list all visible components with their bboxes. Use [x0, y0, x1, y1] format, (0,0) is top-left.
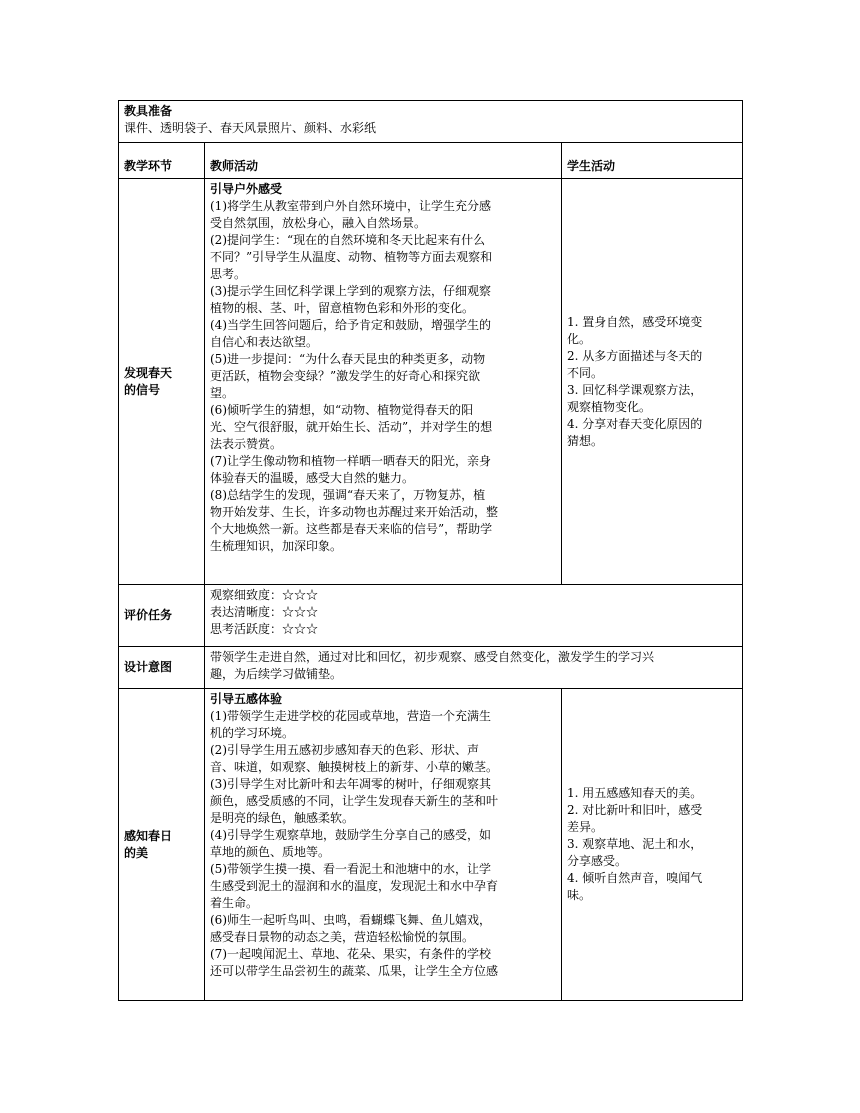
header-stage: 教学环节: [119, 143, 205, 179]
section2-student-line: 味。: [567, 888, 592, 902]
section2-student-line: 4. 倾听自然声音，嗅闻气: [567, 871, 703, 885]
section2-teacher-line: 是明亮的绿色，触感柔软。: [210, 811, 355, 825]
materials-cell: [119, 101, 743, 143]
evaluation-line: 观察细致度：☆☆☆: [210, 588, 319, 602]
header-teacher: 教师活动: [205, 143, 562, 179]
section1-teacher-line: (4)当学生回答问题后，给予肯定和鼓励，增强学生的: [210, 318, 492, 332]
section2-teacher-line: (4)引导学生观察草地，鼓励学生分享自己的感受，如: [210, 828, 492, 842]
section2-teacher: [205, 689, 562, 1001]
section1-stage-line: 发现春天: [124, 365, 173, 380]
section1-teacher-line: 思考。: [210, 267, 247, 281]
evaluation-row: [119, 585, 743, 647]
section2-teacher-title: 引导五感体验: [210, 692, 283, 706]
section2-row: [119, 689, 743, 1001]
section2-teacher-line: (6)师生一起听鸟叫、虫鸣，看蝴蝶飞舞、鱼儿嬉戏，: [210, 913, 492, 927]
lesson-plan-table: [118, 100, 743, 1001]
section1-teacher-line: 个大地焕然一新。这些都是春天来临的信号”，帮助学: [210, 522, 493, 536]
materials-row: [119, 101, 743, 143]
section2-teacher-line: (7)一起嗅闻泥土、草地、花朵、果实，有条件的学校: [210, 947, 492, 961]
section2-student-line: 3. 观察草地、泥土和水，: [567, 837, 703, 851]
section1-teacher-line: (6)倾听学生的猜想，如“动物、植物觉得春天的阳: [210, 403, 474, 417]
section1-teacher-line: 生梳理知识，加深印象。: [210, 539, 343, 553]
section2-teacher-line: 草地的颜色、质地等。: [210, 845, 331, 859]
section1-teacher-line: (2)提问学生：“现在的自然环境和冬天比起来有什么: [210, 233, 486, 247]
section2-stage-line: 的美: [124, 845, 149, 860]
section1-teacher-line: 体验春天的温暖，感受大自然的魅力。: [210, 471, 415, 485]
section2-teacher-line: 还可以带学生品尝初生的蔬菜、瓜果，让学生全方位感: [210, 964, 499, 978]
evaluation-line: 表达清晰度：☆☆☆: [210, 605, 319, 619]
section1-teacher-line: (5)进一步提问：“为什么春天昆虫的种类更多，动物: [210, 352, 486, 366]
evaluation-line: 思考活跃度：☆☆☆: [210, 622, 319, 636]
section1-teacher-line: 更活跃，植物会变绿？”激发学生的好奇心和探究欲: [210, 369, 481, 383]
intent-label: 设计意图: [119, 647, 205, 689]
section1-student-line: 3. 回忆科学课观察方法，: [567, 382, 703, 397]
section1-teacher-line: 物开始发芽、生长，许多动物也苏醒过来开始活动，整: [210, 505, 499, 519]
section1-student-line: 2. 从多方面描述与冬天的: [567, 348, 703, 363]
evaluation-label: 评价任务: [119, 585, 205, 647]
section1-student-line: 猜想。: [567, 433, 604, 448]
section1-teacher-line: 光、空气很舒服，就开始生长、活动”，并对学生的想: [210, 420, 493, 434]
materials-label: 教具准备: [124, 104, 173, 118]
section2-student-line: 分享感受。: [567, 854, 628, 868]
section1-stage-line: 的信号: [124, 382, 161, 397]
evaluation-cell: [205, 585, 743, 647]
section1-teacher-line: (3)提示学生回忆科学课上学到的观察方法，仔细观察: [210, 284, 492, 298]
intent-line: 带领学生走进自然，通过对比和回忆，初步观察、感受自然变化，激发学生的学习兴: [210, 650, 655, 664]
section2-teacher-line: (1)带领学生走进学校的花园或草地，营造一个充满生: [210, 709, 492, 723]
section2-stage-line: 感知春日: [124, 828, 173, 843]
section2-teacher-line: 音、味道，如观察、触摸树枝上的新芽、小草的嫩茎。: [210, 760, 499, 774]
section2-student: [562, 689, 743, 1001]
section1-stage: [119, 179, 205, 585]
section1-student-line: 1. 置身自然，感受环境变: [567, 314, 703, 329]
section2-teacher-line: (5)带领学生摸一摸、看一看泥土和池塘中的水，让学: [210, 862, 492, 876]
intent-row: [119, 647, 743, 689]
intent-line: 趣，为后续学习做铺垫。: [210, 667, 343, 681]
section1-teacher-title: 引导户外感受: [210, 182, 283, 196]
header-row: [119, 143, 743, 179]
section2-teacher-line: (2)引导学生用五感初步感知春天的色彩、形状、声: [210, 743, 479, 757]
section2-teacher-line: (3)引导学生对比新叶和去年凋零的树叶，仔细观察其: [210, 777, 492, 791]
section1-student-line: 观察植物变化。: [567, 399, 652, 414]
section2-teacher-line: 生感受到泥土的湿润和水的温度，发现泥土和水中孕育: [210, 879, 499, 893]
section2-teacher-line: 机的学习环境。: [210, 726, 295, 740]
section2-teacher-line: 感受春日景物的动态之美，营造轻松愉悦的氛围。: [210, 930, 475, 944]
intent-cell: [205, 647, 743, 689]
section2-student-line: 2. 对比新叶和旧叶，感受: [567, 803, 703, 817]
section2-stage: [119, 689, 205, 1001]
section1-teacher-line: 植物的根、茎、叶，留意植物色彩和外形的变化。: [210, 301, 475, 315]
section1-row: [119, 179, 743, 585]
section2-teacher-line: 颜色，感受质感的不同，让学生发现春天新生的茎和叶: [210, 794, 499, 808]
section1-teacher-line: (1)将学生从教室带到户外自然环境中，让学生充分感: [210, 199, 492, 213]
section1-student-line: 4. 分享对春天变化原因的: [567, 416, 703, 431]
section2-teacher-line: 着生命。: [210, 896, 259, 910]
section1-teacher-line: 受自然氛围，放松身心，融入自然场景。: [210, 216, 427, 230]
section1-student-line: 不同。: [567, 365, 604, 380]
section1-teacher-line: 不同？”引导学生从温度、动物、植物等方面去观察和: [210, 250, 493, 264]
materials-value: 课件、透明袋子、春天风景照片、颜料、水彩纸: [124, 121, 377, 135]
section1-student-line: 化。: [567, 331, 592, 346]
section1-student: [562, 179, 743, 585]
section1-teacher: [205, 179, 562, 585]
section1-teacher-line: 法表示赞赏。: [210, 437, 283, 451]
section1-teacher-line: 自信心和表达欲望。: [210, 335, 319, 349]
section1-teacher-line: 望。: [210, 386, 235, 400]
section1-teacher-line: (8)总结学生的发现，强调“春天来了，万物复苏，植: [210, 488, 486, 502]
section2-student-line: 1. 用五感感知春天的美。: [567, 786, 703, 800]
section1-teacher-line: (7)让学生像动物和植物一样晒一晒春天的阳光，亲身: [210, 454, 492, 468]
section2-student-line: 差异。: [567, 820, 604, 834]
header-student: 学生活动: [562, 143, 743, 179]
